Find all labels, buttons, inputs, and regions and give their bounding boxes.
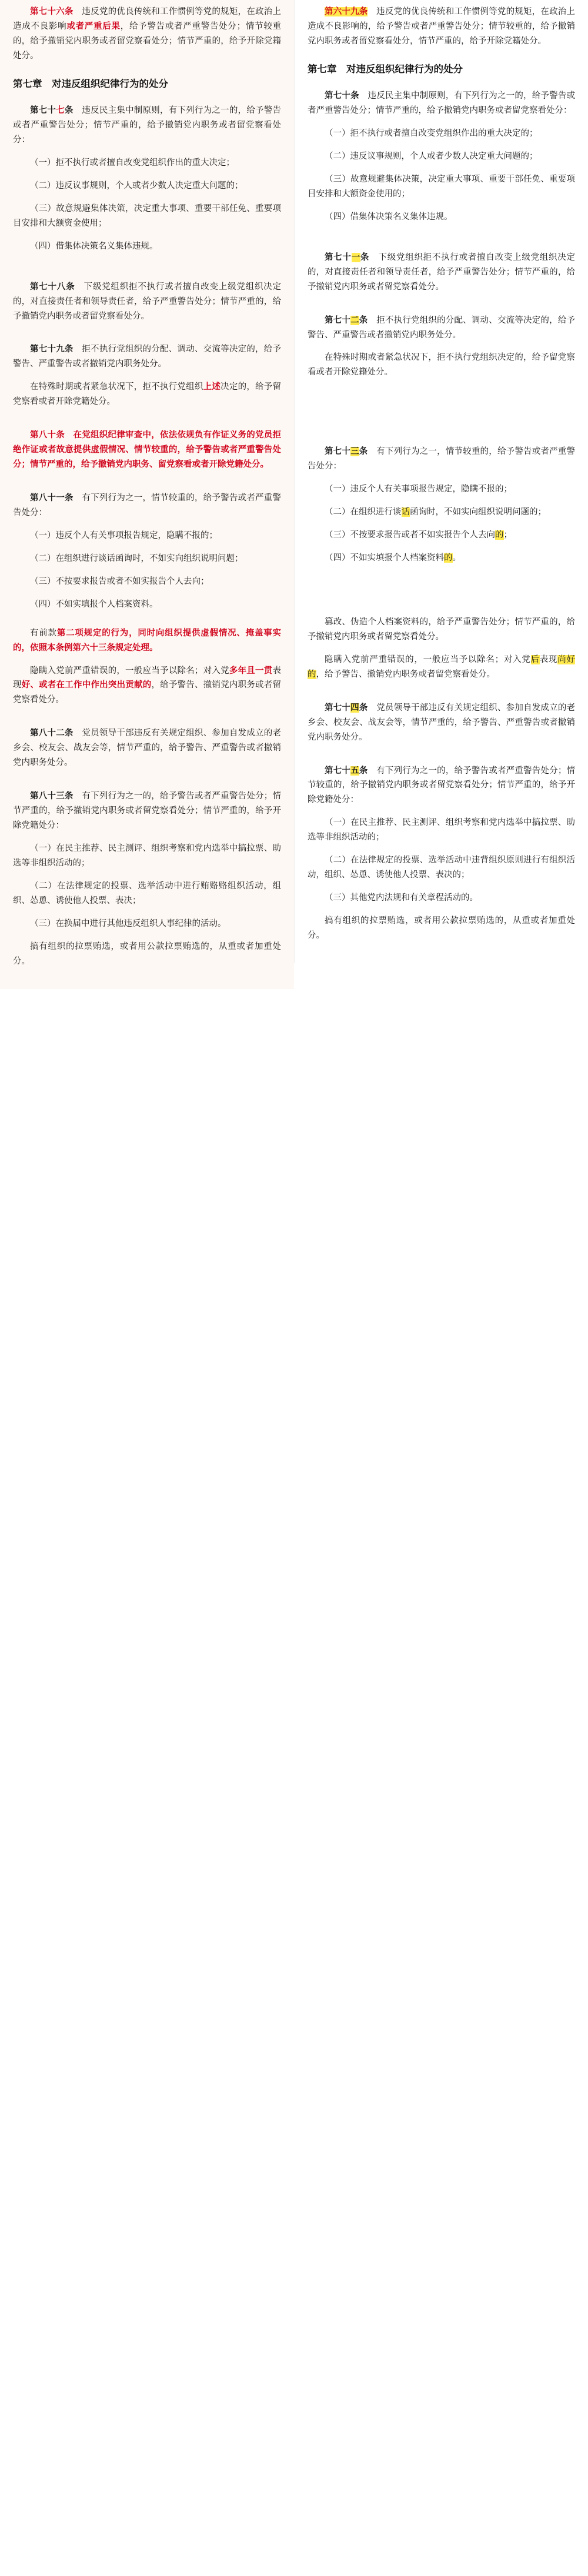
paragraph <box>13 789 281 833</box>
paragraph <box>13 917 281 931</box>
layout-spacer <box>13 417 281 428</box>
text-run: 第七十 <box>30 106 56 116</box>
text-run: 有下列行为之一的，给予警告或者严重警告处分；情节较重的，给予撤销党内职务或者留党察看处分；情节严重的，给予开除党籍处分： <box>308 766 576 805</box>
text-run: 有下列行为之一，情节较重的，给予警告或者严重警告处分： <box>308 447 576 472</box>
layout-spacer <box>308 753 575 764</box>
paragraph <box>308 914 575 943</box>
text-run: 一 <box>351 252 360 262</box>
paragraph <box>13 597 281 612</box>
text-run: 第七十九条 <box>30 345 74 355</box>
paragraph <box>13 239 281 254</box>
paragraph <box>13 626 281 656</box>
text-run: （一）违反个人有关事项报告规定，隐瞒不报的； <box>30 530 218 540</box>
text-run: 有前款 <box>30 628 57 638</box>
text-run: 在特殊时期或者紧急状况下，拒不执行党组织决定的，给予留党察看或者开除党籍处分。 <box>308 353 575 377</box>
text-run: 函询时，不如实向组织说明问题的； <box>410 507 546 517</box>
text-run: 条 <box>359 703 368 713</box>
text-run: 后 <box>530 654 540 664</box>
paragraph <box>308 816 575 845</box>
text-run: 第八十一条 <box>30 493 74 503</box>
text-run: 下级党组织拒不执行或者擅自改变上级党组织决定的，对直接责任者和领导责任者，给予严重警告处分；情节严重的，给予撤销党内职务或者留党察看处分。 <box>13 282 281 321</box>
document-comparison <box>0 0 588 989</box>
paragraph <box>13 940 281 969</box>
text-run: （四）借集体决策名义集体违规。 <box>30 241 158 251</box>
paragraph <box>13 574 281 589</box>
text-run: 违反党的优良传统和工作惯例等党的规矩，在政治上造成不良影响 <box>13 7 282 31</box>
text-run: 条 <box>360 252 370 262</box>
paragraph <box>13 664 281 708</box>
paragraph <box>308 615 575 644</box>
text-run: 党员领导干部违反有关规定组织、参加自发成立的老乡会、校友会、战友会等，情节严重的，给予警告、严重警告或者撤销党内职务处分。 <box>308 703 576 742</box>
paragraph <box>308 350 575 380</box>
paragraph <box>308 250 575 295</box>
text-run: （一）在民主推荐、民主测评、组织考察和党内选举中搞拉票、助选等非组织活动的； <box>13 843 281 868</box>
text-run: 五 <box>350 766 359 776</box>
text-run: 篡改、伪造个人档案资料的，给予严重警告处分；情节严重的，给予撤销党内职务或者留党察看处分。 <box>308 617 575 642</box>
text-run: 搞有组织的拉票贿选，或者用公款拉票贿选的，从重或者加重处分。 <box>308 916 575 940</box>
text-run: 违反民主集中制原则，有下列行为之一的，给予警告或者严重警告处分；情节严重的，给予撤销党内职务或者留党察看处分： <box>308 91 576 116</box>
text-run: 搞有组织的拉票贿选，或者用公款拉票贿选的，从重或者加重处分。 <box>13 941 281 966</box>
text-run: 好、或者在工作中作出突出贡献的 <box>21 680 152 690</box>
chapter-heading: 第七章 对违反组织纪律行为的处分 <box>13 78 168 89</box>
text-run: 上述 <box>203 382 221 392</box>
paragraph <box>308 210 575 225</box>
paragraph <box>308 551 575 566</box>
text-run: 七 <box>56 106 65 116</box>
text-run: （一）违反个人有关事项报告规定，隐瞒不报的； <box>325 485 512 495</box>
text-run: 话 <box>401 507 410 517</box>
layout-spacer <box>13 716 281 726</box>
text-run: 第七十 <box>325 447 351 457</box>
text-run: 条 <box>359 447 368 457</box>
text-run: （四）借集体决策名义集体违规。 <box>325 212 453 222</box>
text-run: （三）故意规避集体决策，决定重大事项、重要干部任免、重要项目安排和大额资金使用； <box>13 203 281 228</box>
text-run: ，给予警告、撤销党内职务或者留党察看处分。 <box>316 669 495 679</box>
text-run: 条 <box>359 766 368 776</box>
text-run: 第七十条 <box>325 91 359 101</box>
text-run: 违反党的优良传统和工作惯例等党的规矩，在政治上造成不良影响的，给予警告或者严重警告处分；情节较重的，给予撤销党内职务或者留党察看处分，情节严重的，给予开除党籍处分。 <box>308 7 576 46</box>
text-run: （四）不如实填报个人档案资料 <box>325 553 444 563</box>
paragraph <box>13 103 281 148</box>
paragraph <box>13 841 281 871</box>
text-run: 的 <box>495 530 504 540</box>
paragraph <box>13 179 281 193</box>
paragraph <box>308 445 575 474</box>
paragraph <box>13 5 281 64</box>
text-run: 隐瞒入党前严重错误的，一般应当予以除名；对入党 <box>325 654 531 664</box>
text-run: （二）在法律规定的投票、选举活动中违背组织原则进行有组织活动，组织、怂恿、诱使他人投票、表决的； <box>308 856 575 880</box>
paragraph <box>308 126 575 141</box>
text-run: （二）违反议事规则，个人或者少数人决定重大问题的； <box>325 152 538 162</box>
chapter-heading: 第七章 对违反组织纪律行为的处分 <box>308 64 463 75</box>
paragraph <box>308 149 575 164</box>
text-run: 拒不执行党组织的分配、调动、交流等决定的，给予警告、严重警告或者撤销党内职务处分。 <box>13 345 282 369</box>
text-run: 在特殊时期或者紧急状况下，拒不执行党组织 <box>30 382 203 392</box>
paragraph <box>308 505 575 520</box>
paragraph <box>308 653 575 682</box>
layout-spacer <box>308 233 575 250</box>
paragraph <box>13 491 281 520</box>
column-left-version <box>0 0 294 989</box>
paragraph <box>308 764 575 808</box>
text-run: 的 <box>444 553 453 563</box>
text-run: ，给予警告或者严重警告处分；情节较重的，给予撤销党内职务或者留党察看处分；情节严重的，给予开除党籍处分。 <box>13 21 282 61</box>
text-run: （一）拒不执行或者擅自改变党组织作出的重大决定； <box>30 158 235 168</box>
text-run: 第八十二条 <box>30 729 74 739</box>
text-run: 三 <box>350 447 359 457</box>
text-run: 隐瞒入党前严重错误的，一般应当予以除名；对入党 <box>30 666 229 676</box>
paragraph <box>308 701 575 745</box>
text-run: （三）故意规避集体决策，决定重大事项、重要干部任免、重要项目安排和大额资金使用的； <box>308 174 575 199</box>
text-run: 。 <box>452 553 461 563</box>
text-run: 决定的，给予留党察看或者开除党籍处分。 <box>13 382 282 407</box>
text-run: （二）在组织进行谈 <box>325 507 402 517</box>
paragraph <box>308 5 575 49</box>
text-run: （四）不如实填报个人档案资料。 <box>30 599 158 609</box>
layout-spacer <box>13 779 281 789</box>
text-run: ，给予警告、撤销党内职务或者留党察看处分。 <box>13 680 282 705</box>
text-run: ； <box>503 530 512 540</box>
paragraph <box>308 89 575 118</box>
paragraph <box>308 528 575 543</box>
text-run: 条 <box>64 106 74 116</box>
text-run: （二）在组织进行谈话函询时，不如实向组织说明问题； <box>30 553 243 563</box>
paragraph <box>13 726 281 770</box>
text-run: （三）在换届中进行其他违反组织人事纪律的活动。 <box>30 918 226 928</box>
text-run: 第七十八条 <box>30 282 75 292</box>
text-run: （三）不按要求报告或者不如实报告个人去向 <box>325 530 495 540</box>
paragraph <box>308 172 575 202</box>
text-run: 或者严重后果 <box>66 21 121 31</box>
text-run: （三）其他党内法规和有关章程活动的。 <box>325 893 478 903</box>
paragraph <box>308 853 575 883</box>
layout-spacer <box>308 574 575 615</box>
paragraph <box>13 879 281 908</box>
layout-spacer <box>308 690 575 701</box>
text-run: （一）拒不执行或者擅自改变党组织作出的重大决定的； <box>325 129 538 139</box>
paragraph <box>13 529 281 543</box>
text-run: 第七十六条 <box>30 7 74 16</box>
text-run: 二 <box>350 315 359 325</box>
text-run: （三）不按要求报告或者不如实报告个人去向； <box>30 576 209 586</box>
text-run: 第二项规定的行为，同时向组织提供虚假情况、掩盖事实的，依照本条例第六十三条规定处理。 <box>13 628 282 653</box>
paragraph <box>308 891 575 906</box>
text-run: 四 <box>350 703 359 713</box>
paragraph <box>308 313 575 343</box>
text-run: 拒不执行党组织的分配、调动、交流等决定的，给予警告、严重警告或者撤销党内职务处分。 <box>308 315 576 340</box>
text-run: 第八十三条 <box>30 791 74 801</box>
layout-spacer <box>308 388 575 445</box>
text-run: 第八十条 在党组织纪律审查中，依法依规负有作证义务的党员拒绝作证或者故意提供虚假情况、情节较重的，给予警告或者严重警告处分；情节严重的，给予撤销党内职务、留党察看或者开除党籍处分。 <box>13 430 281 470</box>
layout-spacer <box>308 303 575 313</box>
paragraph <box>13 202 281 231</box>
paragraph <box>13 156 281 171</box>
paragraph <box>13 342 281 372</box>
paragraph <box>308 482 575 497</box>
text-run: 第七十 <box>325 315 351 325</box>
paragraph <box>13 380 281 409</box>
layout-spacer <box>13 332 281 342</box>
paragraph <box>13 552 281 566</box>
paragraph <box>13 428 281 472</box>
layout-spacer <box>13 480 281 491</box>
text-run: 党员领导干部违反有关规定组织、参加自发成立的老乡会、校友会、战友会等，情节严重的，给予警告、严重警告或者撤销党内职务处分。 <box>13 729 282 768</box>
column-right-version <box>294 0 588 963</box>
layout-spacer <box>13 620 281 626</box>
text-run: （二）在法律规定的投票、选举活动中进行贿赂赂组织活动，组织、怂恿、诱使他人投票、表决； <box>13 881 281 906</box>
text-run: 第七十 <box>325 252 352 262</box>
text-run: 表现 <box>539 654 558 664</box>
text-run: 下级党组织拒不执行或者擅自改变上级党组织决定的，对直接责任者和领导责任者，给予严重警告处分；情节严重的，给予撤销党内职务或者留党察看处分。 <box>308 252 576 292</box>
text-run: 有下列行为之一，情节较重的，给予警告或者严重警告处分： <box>13 493 282 517</box>
text-run: 条 <box>359 315 368 325</box>
text-run: （一）在民主推荐、民主测评、组织考察和党内选举中搞拉票、助选等非组织活动的； <box>308 818 575 843</box>
paragraph <box>13 280 281 324</box>
text-run: 第七十 <box>325 766 351 776</box>
text-run: 违反民主集中制原则，有下列行为之一的，给予警告或者严重警告处分；情节严重的，给予撤销党内职务或者留党察看处分： <box>13 106 282 145</box>
text-run: 第七十 <box>325 703 351 713</box>
text-run: 有下列行为之一的，给予警告或者严重警告处分；情节严重的，给予撤销党内职务或者留党察看处分；情节严重的，给予开除党籍处分： <box>13 791 282 831</box>
layout-spacer <box>13 262 281 280</box>
text-run: 表现 <box>13 666 282 690</box>
text-run: 第六十九条 <box>325 7 368 16</box>
text-run: 尚好的 <box>308 654 576 679</box>
text-run: 多年且一贯 <box>229 666 273 676</box>
text-run: （二）违反议事规则，个人或者少数人决定重大问题的； <box>30 181 243 191</box>
